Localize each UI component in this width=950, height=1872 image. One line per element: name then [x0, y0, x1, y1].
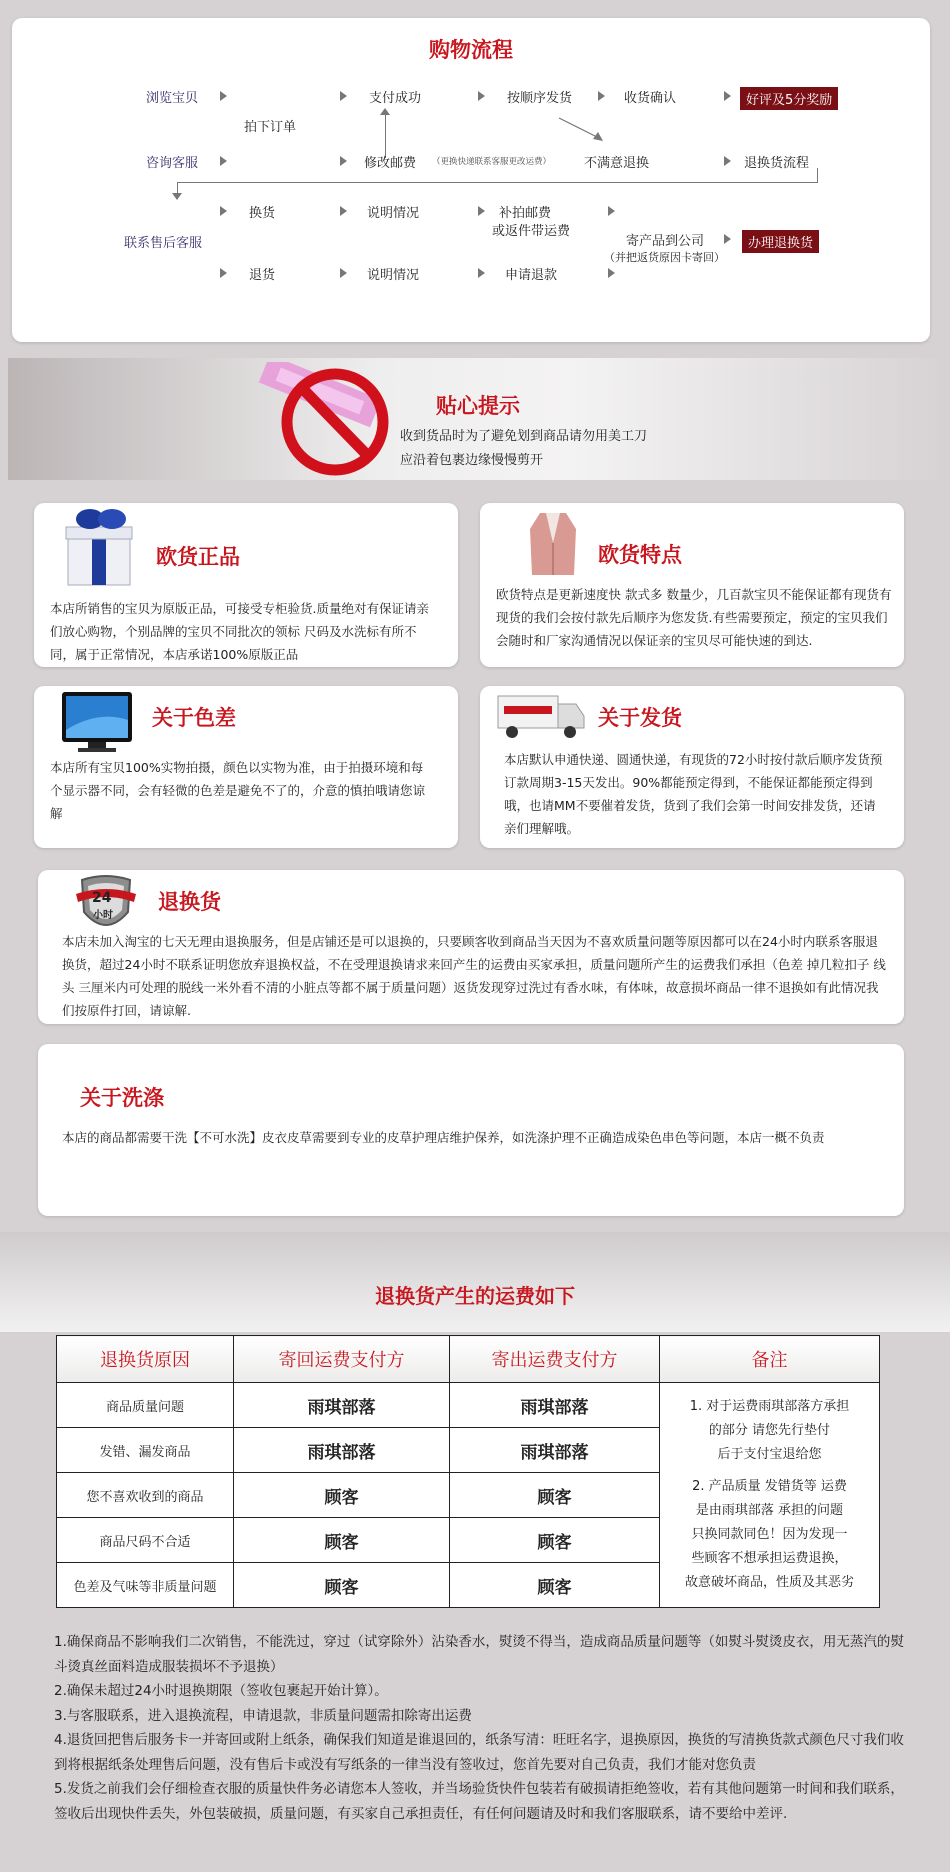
fee-note-cell — [660, 1383, 880, 1608]
tip-line-2: 应沿着包裹边缘慢慢剪开 — [400, 453, 544, 468]
fee-reason: 您不喜欢收到的商品 — [57, 1473, 234, 1518]
fee-header-row — [57, 1336, 880, 1383]
jacket-icon — [526, 509, 580, 579]
good-review-badge: 好评及5分奖励 — [740, 87, 838, 110]
fee-header-back: 寄回运费支付方 — [234, 1336, 450, 1383]
flow-unsatisfied-return: 不满意退换 — [584, 156, 650, 171]
arrow-icon — [724, 234, 731, 244]
fee-back-payer: 雨琪部落 — [234, 1383, 450, 1428]
rule-item: 1.确保商品不影响我们二次销售，不能洗过，穿过（试穿除外）沾染香水，熨烫不得当，造成商品质量问题等（如熨斗熨烫皮衣，用无蒸汽的熨斗烫真丝面料造成服装损坏不予退换） — [54, 1634, 904, 1675]
fee-out-payer: 雨琪部落 — [450, 1383, 660, 1428]
return-rules — [54, 1630, 904, 1826]
card-features — [480, 503, 904, 667]
arrow-icon — [724, 91, 731, 101]
flow-modify-note: （更换快递联系客服更改运费） — [432, 157, 552, 167]
monitor-icon — [58, 690, 138, 756]
arrow-icon — [220, 268, 227, 278]
flow-ship-to-company: 寄产品到公司 — [626, 234, 705, 249]
flow-consult: 咨询客服 — [146, 156, 199, 171]
card-returns-title: 退换货 — [158, 889, 221, 914]
card-color — [34, 686, 458, 848]
fee-reason: 商品尺码不合适 — [57, 1518, 234, 1563]
fee-note-line: 只换同款同色！因为发现一 — [691, 1527, 848, 1542]
arrow-icon — [220, 156, 227, 166]
fee-table — [56, 1335, 880, 1608]
fee-back-payer: 顾客 — [234, 1563, 450, 1608]
arrow-icon — [340, 91, 347, 101]
flow-explain-1: 说明情况 — [367, 206, 420, 221]
flow-pay-success: 支付成功 — [369, 91, 422, 106]
handle-return-badge: 办理退换货 — [742, 230, 819, 253]
return-line-right — [817, 168, 818, 182]
fee-out-payer: 雨琪部落 — [450, 1428, 660, 1473]
arrow-icon — [340, 268, 347, 278]
flow-return: 退货 — [249, 268, 276, 283]
flow-browse: 浏览宝贝 — [146, 91, 199, 106]
fee-note-line: 些顾客不想承担运费退换， — [691, 1551, 848, 1566]
fee-note-line: 的部分 请您先行垫付 — [708, 1423, 831, 1438]
gift-box-icon — [56, 505, 146, 591]
fee-header-note: 备注 — [660, 1336, 880, 1383]
rule-item: 4.退货回把售后服务卡一并寄回或附上纸条，确保我们知道是谁退回的，纸条写清：旺旺名字，退换原因，换货的写清换货款式颜色尺寸我们收到将根据纸条处理售后问题，没有售后卡或没有写纸条的一律当没有签收过，您首先要对自己负责，我们才能对您负责 — [54, 1732, 904, 1773]
flow-return-process: 退换货流程 — [744, 156, 810, 171]
card-features-text: 欧货特点是更新速度快 款式多 数量少，几百款宝贝不能保证都有现货有现货的我们会按付款先后顺序为您发货.有些需要预定，预定的宝贝我们会随时和厂家沟通情况以保证亲的宝贝尽可能快速的到达. — [496, 587, 892, 648]
fee-back-payer: 雨琪部落 — [234, 1428, 450, 1473]
fee-note-line: 是由雨琪部落 承担的问题 — [695, 1503, 844, 1518]
card-genuine-text: 本店所销售的宝贝为原版正品，可接受专柜验货.质量绝对有保证请亲们放心购物，个别品牌的宝贝不同批次的领标 尺码及水洗标有所不同，属于正常情况，本店承诺100%原版正品 — [50, 601, 429, 662]
fee-header-out: 寄出运费支付方 — [450, 1336, 660, 1383]
card-genuine — [34, 503, 458, 667]
fee-reason: 商品质量问题 — [57, 1383, 234, 1428]
up-arrow-icon — [380, 108, 390, 115]
arrow-icon — [724, 156, 731, 166]
arrow-icon — [340, 156, 347, 166]
fee-note-line: 后于支付宝退给您 — [717, 1447, 822, 1462]
rule-item: 3.与客服联系，进入退换流程，申请退款，非质量问题需扣除寄出运费 — [54, 1707, 472, 1724]
down-arrow-icon — [172, 193, 182, 200]
fee-out-payer: 顾客 — [450, 1563, 660, 1608]
flow-title: 购物流程 — [429, 37, 513, 62]
fee-note-line: 1. 对于运费雨琪部落方承担 — [689, 1399, 850, 1414]
card-washing-title: 关于洗涤 — [80, 1085, 164, 1110]
fee-title: 退换货产生的运费如下 — [375, 1284, 575, 1308]
fee-out-payer: 顾客 — [450, 1473, 660, 1518]
truck-icon — [496, 690, 588, 742]
fee-back-payer: 顾客 — [234, 1473, 450, 1518]
card-shipping — [480, 686, 904, 848]
card-washing — [38, 1044, 904, 1216]
fee-out-payer: 顾客 — [450, 1518, 660, 1563]
shield-hours: 小时 — [93, 910, 113, 921]
fee-note-line: 故意破坏商品，性质及其恶劣 — [684, 1575, 854, 1590]
flow-confirm-receipt: 收货确认 — [624, 91, 677, 106]
fee-note-line: 2. 产品质量 发错货等 运费 — [692, 1479, 847, 1494]
return-line — [177, 182, 818, 183]
flow-card-note: （并把返货原因卡寄回） — [604, 251, 725, 264]
flow-request-refund: 申请退款 — [505, 268, 558, 283]
card-shipping-title: 关于发货 — [598, 705, 682, 730]
table-row — [57, 1383, 880, 1428]
arrow-icon — [608, 206, 615, 216]
shopping-flow-panel — [12, 18, 930, 342]
fee-header-reason: 退换货原因 — [57, 1336, 234, 1383]
fee-back-payer: 顾客 — [234, 1518, 450, 1563]
card-shipping-text: 本店默认申通快递、圆通快递，有现货的72小时按付款后顺序发货预订款周期3-15天发出。90%都能预定得到，不能保证都能预定得到哦，也请MM不要催着发货，货到了我们会第一时间安排发货，还请亲们理解哦。 — [504, 752, 883, 836]
arrow-icon — [340, 206, 347, 216]
arrow-icon — [598, 91, 605, 101]
arrow-icon — [220, 206, 227, 216]
arrow-icon — [478, 268, 485, 278]
card-genuine-title: 欧货正品 — [156, 544, 240, 569]
flow-add-postage-2: 或返件带运费 — [492, 224, 571, 239]
flow-add-postage-1: 补拍邮费 — [499, 206, 552, 221]
rule-item: 5.发货之前我们会仔细检查衣服的质量快件务必请您本人签收，并当场验货快件包装若有破损请拒绝签收，若有其他问题第一时间和我们联系，签收后出现快件丢失，外包装破损，质量问题，有买家自己承担责任，有任何问题请及时和我们客服联系，请不要给中差评. — [54, 1781, 904, 1822]
tip-title: 贴心提示 — [436, 393, 520, 418]
no-knife-icon — [255, 362, 395, 480]
arrow-icon — [608, 268, 615, 278]
flow-modify-postage: 修改邮费 — [364, 156, 417, 171]
card-color-title: 关于色差 — [152, 705, 236, 730]
arrow-icon — [220, 91, 227, 101]
rule-item: 2.确保未超过24小时退换期限（签收包裹起开始计算）。 — [54, 1683, 388, 1699]
card-color-text: 本店所有宝贝100%实物拍摄，颜色以实物为准，由于拍摄环境和每个显示器不同，会有轻微的色差是避免不了的，介意的慎拍哦请您谅解 — [50, 760, 426, 821]
diagonal-arrow-icon — [557, 116, 607, 146]
flow-ship-in-order: 按顺序发货 — [507, 91, 573, 106]
arrow-icon — [478, 91, 485, 101]
tip-line-1: 收到货品时为了避免划到商品请勿用美工刀 — [400, 429, 648, 444]
flow-contact-aftersale: 联系售后客服 — [124, 236, 203, 251]
card-washing-text: 本店的商品都需要干洗【不可水洗】皮衣皮草需要到专业的皮草护理店维护保养，如洗涤护理不正确造成染色串色等问题，本店一概不负责 — [62, 1130, 825, 1145]
flow-explain-2: 说明情况 — [367, 268, 420, 283]
shield-24: 24 — [92, 890, 112, 906]
fee-reason: 色差及气味等非质量问题 — [57, 1563, 234, 1608]
card-returns — [38, 870, 904, 1024]
card-features-title: 欧货特点 — [598, 542, 682, 567]
flow-exchange: 换货 — [249, 206, 276, 221]
arrow-icon — [478, 206, 485, 216]
card-returns-text: 本店未加入淘宝的七天无理由退换服务，但是店铺还是可以退换的，只要顾客收到商品当天因为不喜欢质量问题等原因都可以在24小时内联系客服退换货，超过24小时不联系证明您放弃退换权益，不在受理退换请求来回产生的运费由买家承担，质量问题所产生的运费我们承担（色差 掉几粒扣子 线头 三厘米内可处理的脱线一米外看不清的小脏点等都不属于质量问题）返货发现穿过洗过有香水味，有体味，故意损坏商品一律不退换如有此情况我们按原件打回，请谅解. — [62, 934, 886, 1018]
fee-reason: 发错、漏发商品 — [57, 1428, 234, 1473]
flow-place-order: 拍下订单 — [244, 120, 297, 135]
